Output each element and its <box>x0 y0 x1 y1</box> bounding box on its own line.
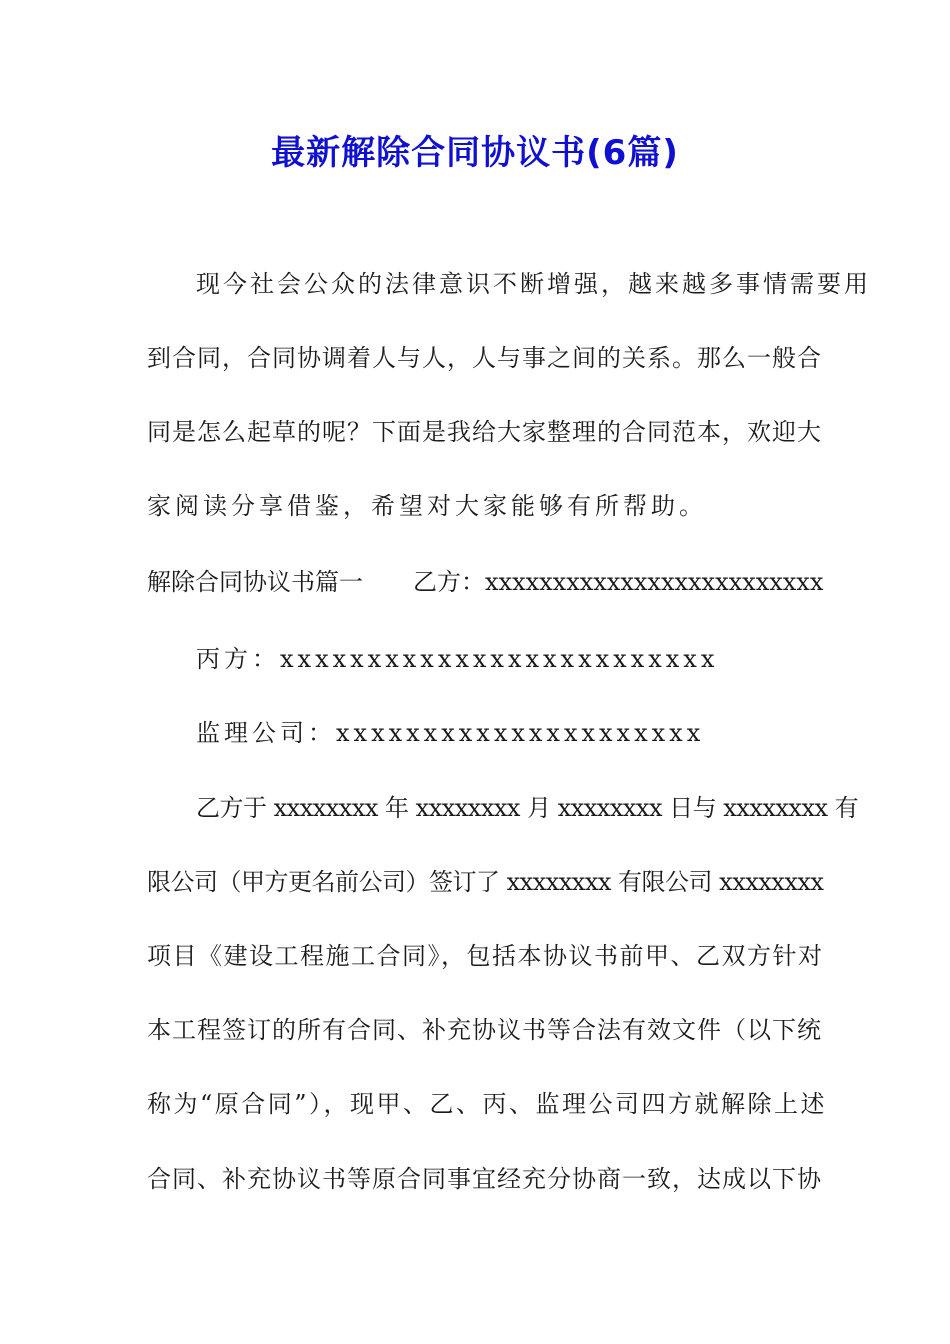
party-c-field: 丙方：xxxxxxxxxxxxxxxxxxxxxxxxx <box>196 645 719 673</box>
paragraph-line: 到合同，合同协调着人与人，人与事之间的关系。那么一般合 <box>147 344 822 372</box>
document-title: 最新解除合同协议书(6篇) <box>271 133 679 173</box>
paragraph-line: 限公司（甲方更名前公司）签订了 xxxxxxxx 有限公司 xxxxxxxx <box>147 868 824 896</box>
paragraph-line: 合同、补充协议书等原合同事宜经充分协商一致，达成以下协 <box>147 1165 822 1193</box>
supervisor-field: 监理公司：xxxxxxxxxxxxxxxxxxxxx <box>196 719 705 747</box>
paragraph-line: 称为“原合同”），现甲、乙、丙、监理公司四方就解除上述 <box>147 1090 828 1118</box>
section-heading-line <box>147 564 827 600</box>
paragraph-line: 乙方于 xxxxxxxx 年 xxxxxxxx 月 xxxxxxxx 日与 xxxxxxxx 有 <box>196 794 859 822</box>
paragraph-line: 现今社会公众的法律意识不断增强，越来越多事情需要用 <box>196 270 871 298</box>
paragraph-line: 同是怎么起草的呢？下面是我给大家整理的合同范本，欢迎大 <box>147 418 822 446</box>
party-b-field: 乙方：xxxxxxxxxxxxxxxxxxxxxxxxx <box>413 568 824 596</box>
section-heading: 解除合同协议书篇一 <box>147 568 363 596</box>
paragraph-line: 家阅读分享借鉴，希望对大家能够有所帮助。 <box>147 492 707 520</box>
paragraph-line: 本工程签订的所有合同、补充协议书等合法有效文件（以下统 <box>147 1016 822 1044</box>
paragraph-line: 项目《建设工程施工合同》，包括本协议书前甲、乙双方针对 <box>147 942 824 970</box>
